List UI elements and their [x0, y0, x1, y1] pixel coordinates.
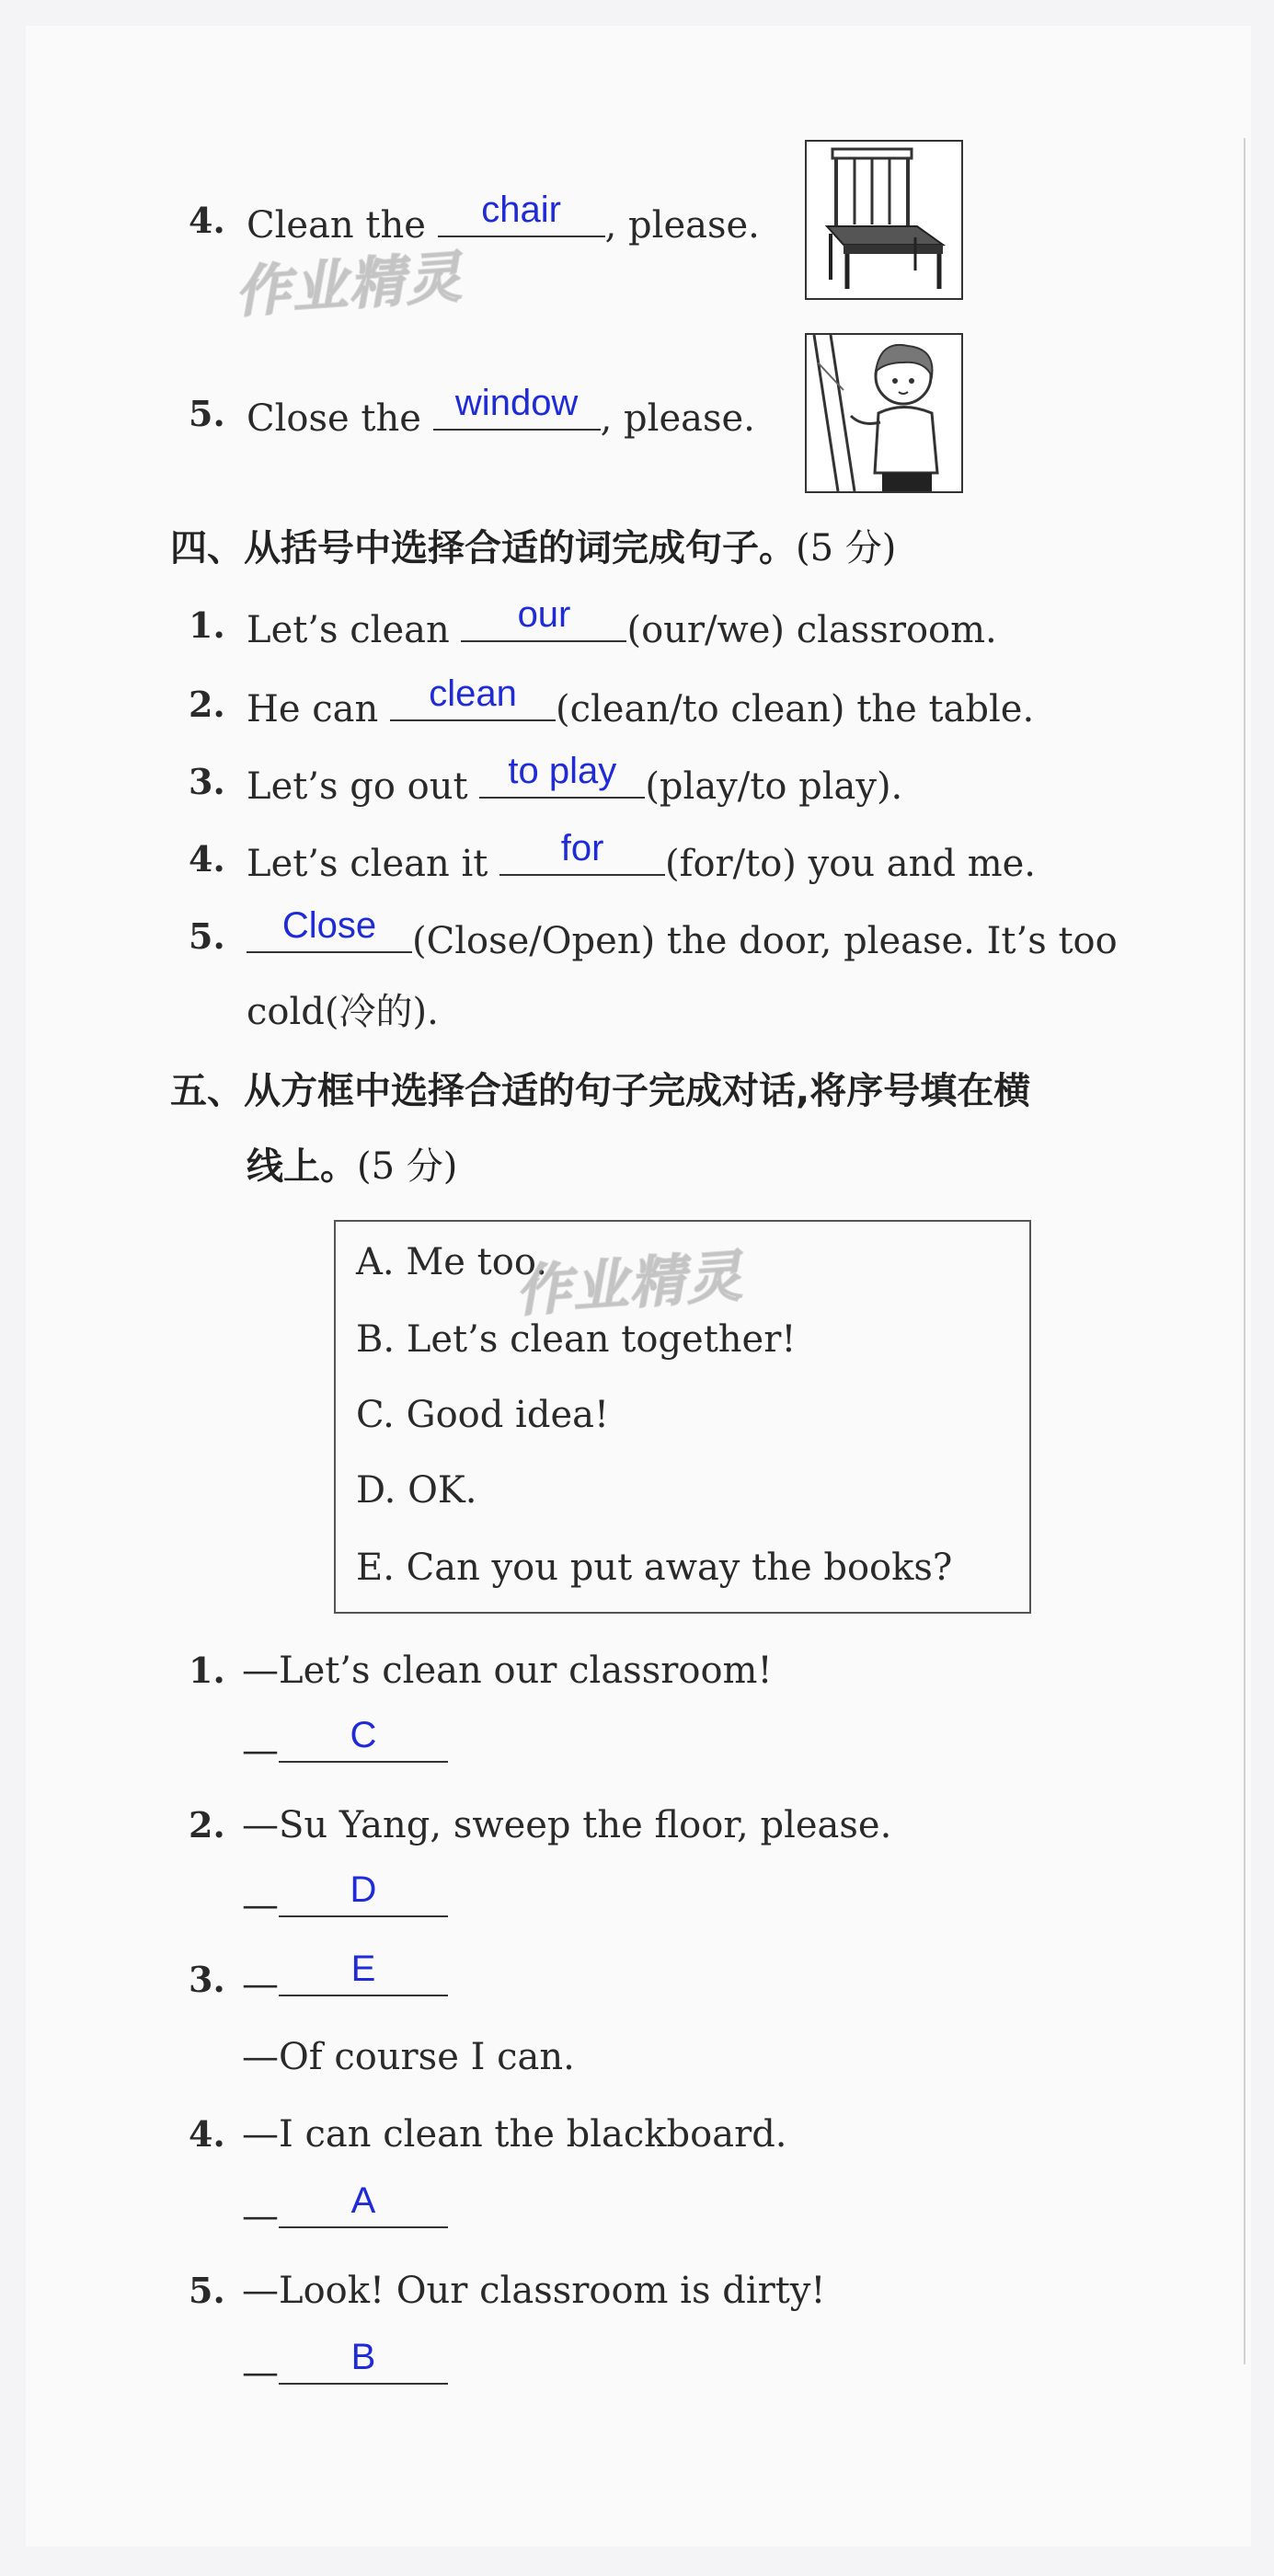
item-number: 4. [189, 838, 225, 880]
item-number: 5. [189, 2270, 225, 2311]
item-number: 2. [189, 684, 225, 725]
sentence-clean-chair [247, 190, 760, 251]
answer-blank[interactable] [433, 383, 601, 431]
dialogue-line: —Of course I can. [242, 2036, 575, 2078]
answer-blank[interactable] [279, 2337, 448, 2385]
dialogue-question [242, 1949, 448, 2010]
dialogue-reply [242, 2180, 448, 2242]
dash: — [242, 2352, 279, 2394]
item-number: 2. [189, 1804, 225, 1846]
sentence-text: Clean the [247, 204, 426, 247]
answer-text: window [454, 383, 579, 423]
answer-blank[interactable] [390, 673, 556, 721]
dash: — [242, 1730, 279, 1772]
sentence-text: , please. [600, 397, 755, 440]
sentence-item [247, 751, 903, 812]
sentence-text: (Close/Open) the door, please. It’s too [412, 920, 1118, 962]
option-b: B. Let’s clean together! [356, 1318, 797, 1361]
sentence-text: (play/to play). [645, 765, 903, 808]
answer-text: D [350, 1869, 377, 1910]
sentence-item [247, 673, 1035, 735]
item-number: 1. [189, 604, 225, 646]
sentence-text: (for/to) you and me. [665, 843, 1037, 885]
item-number: 1. [189, 1650, 225, 1691]
sentence-text: Let’s clean [247, 609, 450, 651]
dialogue-reply [242, 2337, 448, 2398]
dialogue-line: —Su Yang, sweep the floor, please. [242, 1804, 892, 1846]
dialogue-reply [242, 1869, 448, 1931]
girl-window-illustration [805, 333, 963, 493]
chair-illustration [805, 140, 963, 300]
sentence-close-window [247, 383, 755, 444]
chair-icon [807, 142, 961, 298]
dialogue-line: —Look! Our classroom is dirty! [242, 2270, 826, 2312]
item-number: 3. [189, 1959, 225, 2000]
dialogue-line: —Let’s clean our classroom! [242, 1650, 773, 1692]
option-e: E. Can you put away the books? [356, 1547, 953, 1589]
dash: — [242, 1884, 279, 1926]
watermark: 作业精灵 [513, 1244, 746, 1325]
page-margin-line [1244, 138, 1245, 2364]
sentence-text: He can [247, 688, 379, 730]
answer-text: A [350, 2180, 376, 2221]
answer-text: E [350, 1949, 376, 1989]
dialogue-line: —I can clean the blackboard. [242, 2113, 787, 2156]
dash: — [242, 1963, 279, 2006]
sentence-item [247, 594, 997, 656]
option-d: D. OK. [356, 1469, 477, 1512]
answer-blank[interactable] [479, 751, 645, 799]
answer-text: clean [429, 673, 517, 714]
sentence-text: Let’s clean it [247, 843, 488, 885]
section-title: 线上。 [247, 1145, 357, 1188]
answer-text: B [350, 2337, 376, 2377]
answer-blank[interactable] [499, 828, 665, 876]
dash: — [242, 2195, 279, 2237]
options-box [334, 1220, 1031, 1614]
item-number: 5. [189, 915, 225, 957]
answer-blank[interactable] [247, 905, 412, 953]
answer-text: chair [481, 190, 561, 230]
section-four-heading [170, 523, 896, 574]
option-a: A. Me too. [356, 1241, 547, 1283]
section-five-heading-line2 [247, 1141, 457, 1192]
answer-blank[interactable] [279, 1949, 448, 1996]
sentence-text: Close the [247, 397, 421, 440]
sentence-item [247, 828, 1037, 890]
answer-text: for [560, 828, 604, 868]
section-five-heading: 五、从方框中选择合适的句子完成对话,将序号填在横 [170, 1070, 1031, 1112]
answer-text: our [517, 594, 571, 635]
sentence-text: (our/we) classroom. [626, 609, 997, 651]
sentence-item [247, 905, 1118, 967]
answer-text: Close [281, 905, 377, 946]
answer-text: C [350, 1715, 377, 1755]
girl-closing-window-icon [807, 335, 961, 491]
sentence-text: (clean/to clean) the table. [556, 688, 1035, 730]
item-number: 4. [189, 200, 225, 241]
sentence-text: Let’s go out [247, 765, 468, 808]
answer-blank[interactable] [438, 190, 605, 237]
section-points: (5 分) [796, 527, 897, 569]
item-number: 5. [189, 393, 225, 434]
watermark: 作业精灵 [233, 245, 465, 326]
answer-blank[interactable] [279, 1869, 448, 1917]
item-number: 3. [189, 761, 225, 802]
section-title: 四、从括号中选择合适的词完成句子。 [170, 527, 796, 569]
sentence-text: , please. [604, 204, 760, 247]
section-points: (5 分) [357, 1145, 458, 1188]
option-c: C. Good idea! [356, 1394, 610, 1436]
item-number: 4. [189, 2113, 225, 2155]
answer-blank[interactable] [279, 1715, 448, 1763]
dialogue-reply [242, 1715, 448, 1777]
answer-blank[interactable] [461, 594, 626, 642]
answer-blank[interactable] [279, 2180, 448, 2228]
answer-text: to play [508, 751, 617, 791]
sentence-continuation: cold(冷的). [247, 991, 439, 1033]
